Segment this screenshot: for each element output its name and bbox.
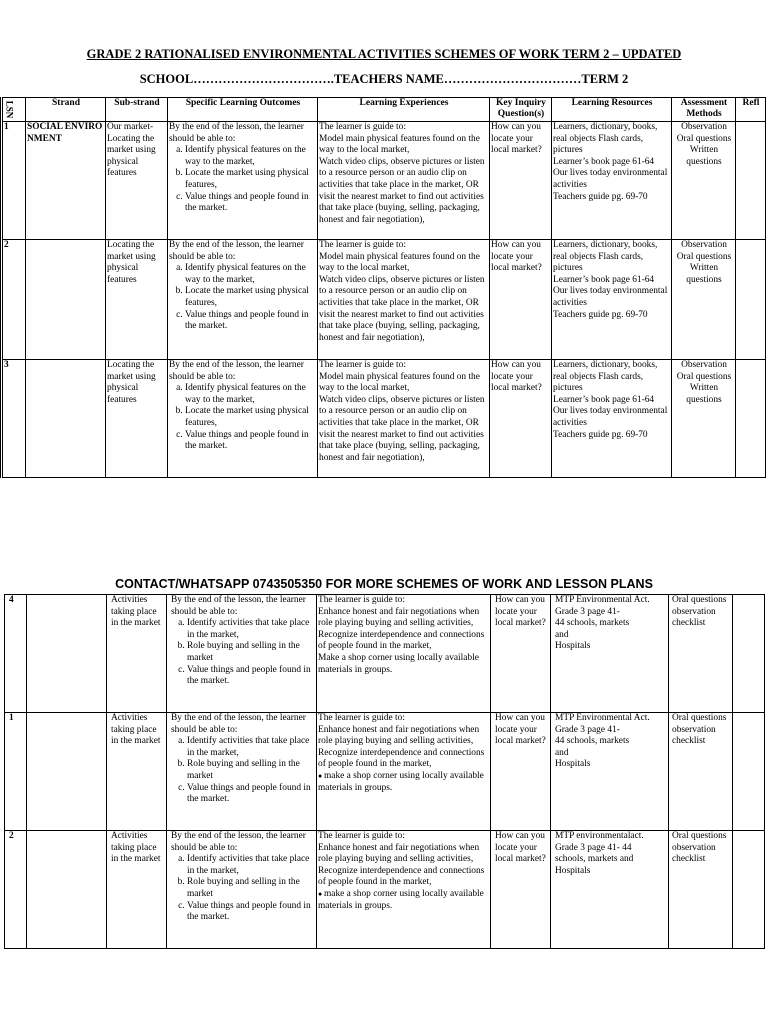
resource-line: Hospitals xyxy=(555,641,591,652)
outcome-item: b. Locate the market using physical features, xyxy=(185,168,317,191)
assessment-line: observation checklist xyxy=(672,724,716,747)
outcome-item: a. Identify physical features on the way to the market, xyxy=(185,383,317,406)
outcomes-intro: By the end of the lesson, the learner should be able to: xyxy=(171,713,306,735)
assessment-cell xyxy=(672,240,736,360)
outcomes-list xyxy=(171,736,316,806)
strand-cell: SOCIAL ENVIRONMENT xyxy=(26,122,106,240)
header-lsn: LSN xyxy=(2,98,26,122)
experience-line: The learner is guide to: xyxy=(318,713,405,723)
sub-strand-cell: Our market- Locating the market using physical features xyxy=(106,122,168,240)
reflection-cell xyxy=(733,595,765,713)
assessment-cell xyxy=(672,360,736,478)
resource-line: Learner’s book page 61-64 xyxy=(553,156,655,167)
resource-line: Learner’s book page 61-64 xyxy=(553,394,655,405)
strand-cell xyxy=(27,831,107,949)
experiences-cell xyxy=(317,713,491,831)
reflection-cell xyxy=(733,713,765,831)
outcomes-list xyxy=(169,383,317,453)
header-refl: Refl xyxy=(736,98,766,122)
header-experiences: Learning Experiences xyxy=(318,98,490,122)
assessment-cell xyxy=(669,713,733,831)
header-sub-strand: Sub-strand xyxy=(106,98,168,122)
schemes-table-2 xyxy=(4,594,765,949)
experience-line: Enhance honest and fair negotiations when role playing buying and selling activities, xyxy=(318,842,480,865)
resource-line: Hospitals xyxy=(555,759,591,770)
resource-line: Teachers guide pg. 69-70 xyxy=(553,191,648,202)
resources-cell xyxy=(552,240,672,360)
sub-strand-cell: Activities taking place in the market xyxy=(107,713,167,831)
assessment-cell xyxy=(669,595,733,713)
sub-strand-cell: Locating the market using physical features xyxy=(106,360,168,478)
resource-line: Teachers guide pg. 69-70 xyxy=(553,429,648,440)
outcomes-cell xyxy=(167,713,317,831)
experience-bullet-line xyxy=(318,889,490,912)
inquiry-cell: How can you locate your local market? xyxy=(490,240,552,360)
reflection-cell xyxy=(733,831,765,949)
resource-line: and xyxy=(555,747,569,758)
resources-cell xyxy=(551,831,669,949)
table-row xyxy=(5,831,765,949)
resource-line: Hospitals xyxy=(555,865,591,876)
outcomes-intro: By the end of the lesson, the learner should be able to: xyxy=(169,122,304,144)
outcomes-cell xyxy=(168,122,318,240)
lsn-cell: 2 xyxy=(2,240,26,360)
assessment-line: Oral questions xyxy=(672,831,727,841)
assessment-line: Oral questions xyxy=(676,251,732,262)
outcomes-cell xyxy=(167,831,317,949)
experience-line: Recognize interdependence and connections of people found in the market, xyxy=(318,747,485,770)
outcomes-cell xyxy=(168,360,318,478)
table-row xyxy=(5,595,765,713)
outcome-item: b. Role buying and selling in the market xyxy=(187,759,316,782)
inquiry-cell: How can you locate your local market? xyxy=(490,122,552,240)
experience-line: Watch video clips, observe pictures or listen to a resource person or an audio clip on activities that take place in the market, OR visit the nearest market to find out activities that take place (buying, selling, packaging, honest and fair negotiation), xyxy=(319,274,485,343)
experiences-cell xyxy=(318,240,490,360)
experience-bullet-line xyxy=(318,771,490,794)
experience-line: Make a shop corner using locally available materials in groups. xyxy=(318,652,479,675)
outcome-item: b. Locate the market using physical features, xyxy=(185,286,317,309)
outcome-item: a. Identify activities that take place in the market, xyxy=(187,854,316,877)
outcome-item: c. Value things and people found in the market. xyxy=(187,665,316,688)
assessment-line: Oral questions xyxy=(672,595,727,605)
reflection-cell xyxy=(736,122,766,240)
experience-line: Model main physical features found on the way to the local market, xyxy=(319,251,480,274)
header-strand: Strand xyxy=(26,98,106,122)
experience-line: make a shop corner using locally available materials in groups. xyxy=(318,888,484,911)
resources-cell xyxy=(552,360,672,478)
experience-line: Enhance honest and fair negotiations when role playing buying and selling activities, xyxy=(318,724,480,747)
sub-strand-cell: Activities taking place in the market xyxy=(107,831,167,949)
experiences-cell xyxy=(318,360,490,478)
lsn-cell: 4 xyxy=(5,595,27,713)
outcomes-cell xyxy=(168,240,318,360)
outcome-item: a. Identify physical features on the way to the market, xyxy=(185,145,317,168)
header-inquiry: Key Inquiry Question(s) xyxy=(490,98,552,122)
outcome-item: a. Identify physical features on the way to the market, xyxy=(185,263,317,286)
assessment-line: Written questions xyxy=(686,263,722,285)
table-row xyxy=(2,240,766,360)
outcome-item: c. Value things and people found in the market. xyxy=(187,783,316,806)
assessment-line: Observation xyxy=(681,360,727,370)
experience-line: make a shop corner using locally available materials in groups. xyxy=(318,770,484,793)
experience-line: Watch video clips, observe pictures or listen to a resource person or an audio clip on activities that take place in the market, OR visit the nearest market to find out activities that take place (buying, selling, packaging, honest and fair negotiation), xyxy=(319,156,485,225)
sub-strand-cell: Activities taking place in the market xyxy=(107,595,167,713)
experience-line: Model main physical features found on the way to the local market, xyxy=(319,133,480,156)
resource-line: Teachers guide pg. 69-70 xyxy=(553,309,648,320)
lsn-cell: 2 xyxy=(5,831,27,949)
assessment-line: Oral questions xyxy=(672,713,727,723)
resource-line: Learners, dictionary, books, real objects Flash cards, pictures xyxy=(553,240,658,274)
resources-cell xyxy=(552,122,672,240)
table-row xyxy=(2,360,766,478)
resource-line: and xyxy=(555,629,569,640)
resources-cell xyxy=(551,595,669,713)
assessment-cell xyxy=(672,122,736,240)
reflection-cell xyxy=(736,360,766,478)
resource-line: Learners, dictionary, books, real objects Flash cards, pictures xyxy=(553,122,658,156)
contact-banner: CONTACT/WHATSAPP 0743505350 FOR MORE SCHEMES OF WORK AND LESSON PLANS xyxy=(115,577,653,591)
inquiry-cell: How can you locate your local market? xyxy=(491,831,551,949)
outcomes-list xyxy=(169,263,317,333)
experience-line: Enhance honest and fair negotiations when role playing buying and selling activities, xyxy=(318,606,480,629)
outcome-item: b. Role buying and selling in the market xyxy=(187,641,316,664)
strand-cell xyxy=(26,360,106,478)
experience-line: Recognize interdependence and connections of people found in the market, xyxy=(318,865,485,888)
lsn-cell: 3 xyxy=(2,360,26,478)
header-resources: Learning Resources xyxy=(552,98,672,122)
resource-line: Grade 3 page 41- xyxy=(555,606,620,617)
outcomes-intro: By the end of the lesson, the learner should be able to: xyxy=(169,240,304,262)
assessment-line: Written questions xyxy=(686,145,722,167)
assessment-line: Observation xyxy=(681,240,727,250)
experiences-cell xyxy=(318,122,490,240)
assessment-line: Oral questions xyxy=(676,133,732,144)
experience-line: The learner is guide to: xyxy=(319,240,406,250)
resource-line: Grade 3 page 41- xyxy=(555,724,620,735)
assessment-line: Written questions xyxy=(686,383,722,405)
experience-line: The learner is guide to: xyxy=(319,122,406,132)
outcomes-intro: By the end of the lesson, the learner should be able to: xyxy=(169,360,304,382)
outcome-item: c. Value things and people found in the market. xyxy=(185,310,317,333)
outcomes-list xyxy=(169,145,317,215)
outcome-item: a. Identify activities that take place in the market, xyxy=(187,618,316,641)
resource-line: MTP Environmental Act. xyxy=(555,595,650,605)
outcome-item: a. Identify activities that take place in the market, xyxy=(187,736,316,759)
experience-line: Recognize interdependence and connections of people found in the market, xyxy=(318,629,485,652)
strand-cell xyxy=(27,595,107,713)
outcomes-intro: By the end of the lesson, the learner should be able to: xyxy=(171,595,306,617)
lsn-cell: 1 xyxy=(5,713,27,831)
experience-line: The learner is guide to: xyxy=(318,595,405,605)
resource-line: 44 schools, markets xyxy=(555,618,630,629)
resource-line: MTP Environmental Act. xyxy=(555,713,650,723)
inquiry-cell: How can you locate your local market? xyxy=(491,595,551,713)
inquiry-cell: How can you locate your local market? xyxy=(490,360,552,478)
resource-line: schools, markets and xyxy=(555,854,634,865)
bullet-icon: ● xyxy=(318,771,324,780)
experiences-cell xyxy=(317,595,491,713)
table-row xyxy=(2,122,766,240)
outcomes-list xyxy=(171,618,316,688)
outcome-item: c. Value things and people found in the market. xyxy=(185,192,317,215)
experience-line: Watch video clips, observe pictures or listen to a resource person or an audio clip on activities that take place in the market, OR visit the nearest market to find out activities that take place (buying, selling, packaging, honest and fair negotiation), xyxy=(319,394,485,463)
schemes-table-1 xyxy=(0,97,766,478)
experience-line: The learner is guide to: xyxy=(319,360,406,370)
resource-line: Learners, dictionary, books, real objects Flash cards, pictures xyxy=(553,360,658,394)
resource-line: Our lives today environmental activities xyxy=(553,168,668,190)
sub-strand-cell: Locating the market using physical features xyxy=(106,240,168,360)
outcomes-list xyxy=(171,854,316,924)
inquiry-cell: How can you locate your local market? xyxy=(491,713,551,831)
school-teacher-line: SCHOOL…………………………….TEACHERS NAME……………………………TERM 2 xyxy=(139,72,629,86)
outcome-item: c. Value things and people found in the market. xyxy=(185,430,317,453)
assessment-line: Observation xyxy=(681,122,727,132)
assessment-line: Oral questions xyxy=(676,371,732,382)
table-row xyxy=(5,713,765,831)
header-outcomes: Specific Learning Outcomes xyxy=(168,98,318,122)
header-assessment: Assessment Methods xyxy=(672,98,736,122)
resource-line: Our lives today environmental activities xyxy=(553,406,668,428)
resource-line: Learner’s book page 61-64 xyxy=(553,274,655,285)
assessment-line: observation checklist xyxy=(672,606,716,629)
experiences-cell xyxy=(317,831,491,949)
outcome-item: b. Locate the market using physical features, xyxy=(185,406,317,429)
experience-line: The learner is guide to: xyxy=(318,831,405,841)
resources-cell xyxy=(551,713,669,831)
outcomes-intro: By the end of the lesson, the learner should be able to: xyxy=(171,831,306,853)
resource-line: Grade 3 page 41- 44 xyxy=(555,842,632,853)
strand-cell xyxy=(27,713,107,831)
outcome-item: b. Role buying and selling in the market xyxy=(187,877,316,900)
lsn-cell: 1 xyxy=(2,122,26,240)
bullet-icon: ● xyxy=(318,889,324,898)
assessment-cell xyxy=(669,831,733,949)
outcome-item: c. Value things and people found in the market. xyxy=(187,901,316,924)
outcomes-cell xyxy=(167,595,317,713)
resource-line: 44 schools, markets xyxy=(555,736,630,747)
reflection-cell xyxy=(736,240,766,360)
resource-line: Our lives today environmental activities xyxy=(553,286,668,308)
assessment-line: observation checklist xyxy=(672,842,716,865)
strand-cell xyxy=(26,240,106,360)
document-title: GRADE 2 RATIONALISED ENVIRONMENTAL ACTIVITIES SCHEMES OF WORK TERM 2 – UPDATED xyxy=(86,47,682,61)
experience-line: Model main physical features found on the way to the local market, xyxy=(319,371,480,394)
resource-line: MTP environmentalact. xyxy=(555,831,644,841)
